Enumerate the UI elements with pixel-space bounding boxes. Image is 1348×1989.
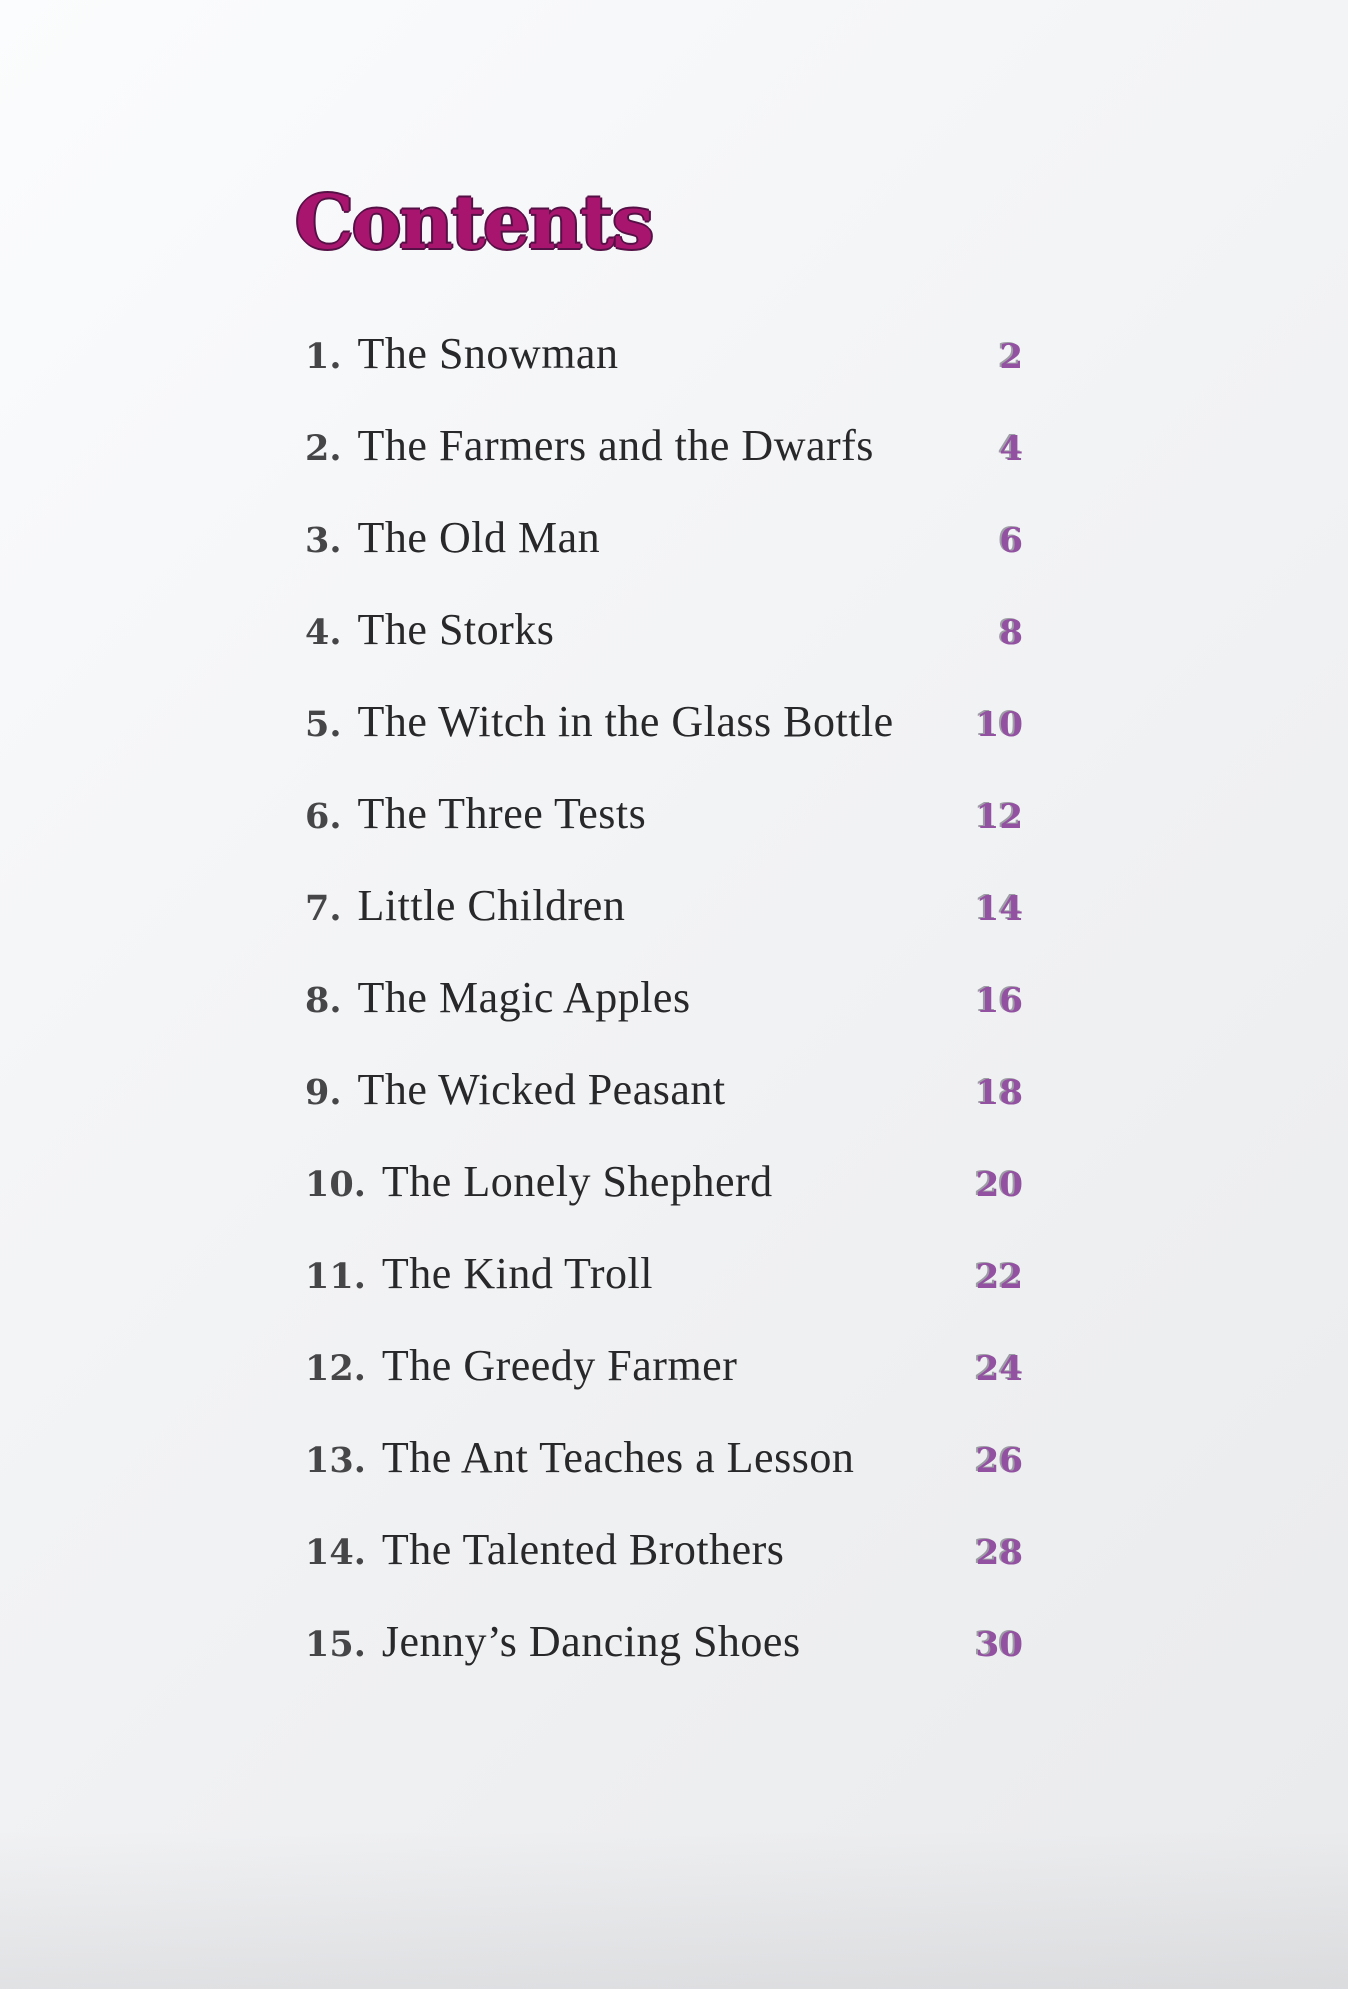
toc-item-number: 9.: [305, 1072, 342, 1113]
toc-item-number: 14.: [305, 1532, 366, 1573]
toc-item-title: Jenny’s Dancing Shoes: [381, 1617, 801, 1666]
toc-item-title: The Storks: [357, 605, 555, 654]
toc-item-page-number: 6: [999, 521, 1023, 561]
toc-item-page-number: 14: [975, 889, 1023, 929]
toc-item-title: The Snowman: [357, 329, 619, 378]
toc-item: [305, 604, 1023, 696]
toc-item-page-number: 28: [975, 1533, 1023, 1573]
toc-item-number: 12.: [305, 1348, 366, 1389]
toc-item: [305, 420, 1023, 512]
toc-item-page-number: 26: [975, 1441, 1023, 1481]
toc-item: [305, 972, 1023, 1064]
toc-item: [305, 1064, 1023, 1156]
toc-item-title: The Magic Apples: [357, 973, 691, 1022]
toc-item-title: The Farmers and the Dwarfs: [357, 421, 874, 470]
toc-item-title: The Three Tests: [357, 789, 647, 838]
toc-item-page-number: 2: [999, 337, 1023, 377]
toc-item-page-number: 4: [999, 429, 1023, 469]
toc-item-number: 5.: [305, 704, 342, 745]
toc-item: [305, 328, 1023, 420]
toc-item-number: 3.: [305, 520, 342, 561]
toc-item: [305, 788, 1023, 880]
toc-item-number: 2.: [305, 428, 342, 469]
toc-item: [305, 696, 1023, 788]
toc-item: [305, 880, 1023, 972]
toc-item: [305, 1616, 1023, 1708]
toc-item: [305, 1156, 1023, 1248]
toc-item-title: The Talented Brothers: [381, 1525, 785, 1574]
toc-item-page-number: 8: [999, 613, 1023, 653]
toc-item-page-number: 12: [975, 797, 1023, 837]
toc-item-page-number: 20: [975, 1165, 1023, 1205]
toc-item: [305, 1524, 1023, 1616]
toc-item-number: 7.: [305, 888, 342, 929]
toc-item: [305, 512, 1023, 604]
toc-item-title: The Kind Troll: [381, 1249, 653, 1298]
toc-item-title: The Old Man: [357, 513, 601, 562]
toc-item-page-number: 18: [975, 1073, 1023, 1113]
toc-item-title: The Lonely Shepherd: [381, 1157, 773, 1206]
toc-item-page-number: 10: [975, 705, 1023, 745]
toc-item-page-number: 22: [975, 1257, 1023, 1297]
toc-item-title: The Greedy Farmer: [381, 1341, 738, 1390]
toc-item: [305, 1340, 1023, 1432]
toc-item-number: 8.: [305, 980, 342, 1021]
toc-item-number: 11.: [305, 1256, 366, 1297]
toc-item-page-number: 30: [975, 1625, 1023, 1665]
toc-item-page-number: 16: [975, 981, 1023, 1021]
toc-item: [305, 1248, 1023, 1340]
toc-item-number: 15.: [305, 1624, 366, 1665]
toc-item-title: The Wicked Peasant: [357, 1065, 726, 1114]
toc-item-number: 10.: [305, 1164, 366, 1205]
toc-item-number: 6.: [305, 796, 342, 837]
toc-item-title: The Ant Teaches a Lesson: [381, 1433, 855, 1482]
page-title: Contents: [295, 180, 652, 266]
toc-item-title: The Witch in the Glass Bottle: [357, 697, 894, 746]
toc-item-page-number: 24: [975, 1349, 1023, 1389]
toc-item-number: 13.: [305, 1440, 366, 1481]
toc-list: [305, 328, 1023, 1708]
toc-item-number: 1.: [305, 336, 342, 377]
toc-item-number: 4.: [305, 612, 342, 653]
toc-item: [305, 1432, 1023, 1524]
toc-item-title: Little Children: [357, 881, 626, 930]
